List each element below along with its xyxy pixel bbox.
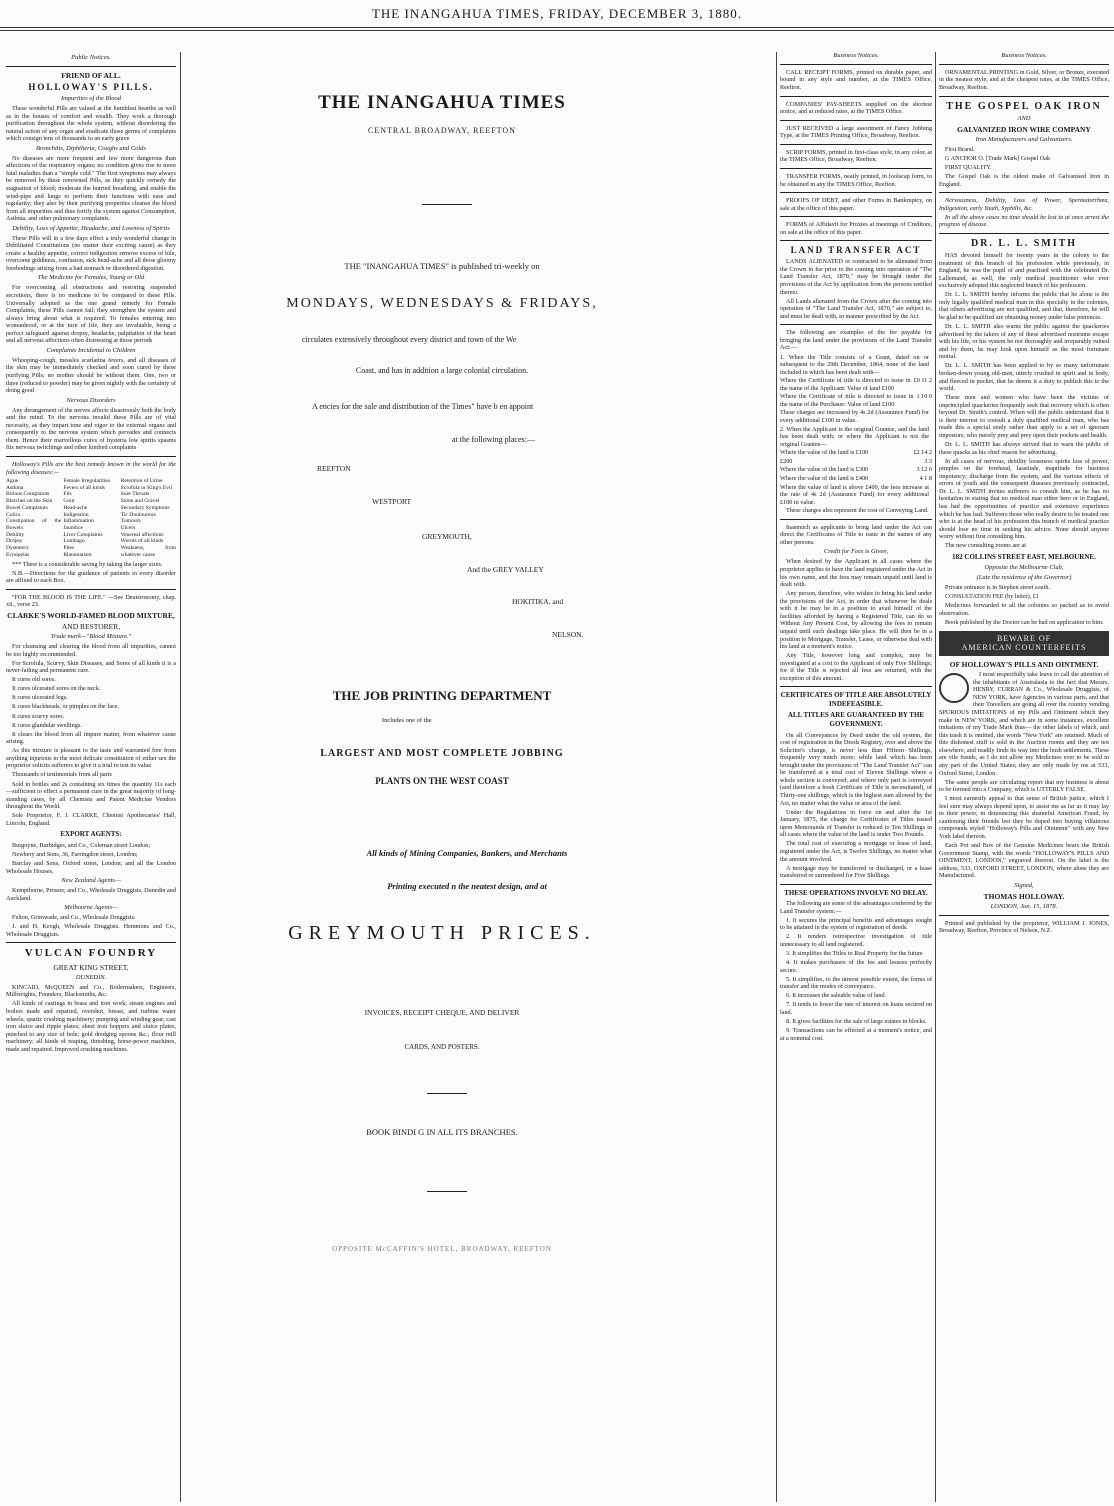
place-nelson: NELSON. xyxy=(552,630,584,639)
paper-address: CENTRAL BROADWAY, REEFTON xyxy=(368,126,516,135)
guarantee-heading: ALL TITLES ARE GUARANTEED BY THE GOVERNMENT. xyxy=(787,711,925,728)
paragraph: All kinds of castings in brass and iron work; steam engines and boilers made and repaired, overshot, breast, and turbine water wheels; quartz crushing machinery; pumping and winding gear; cast iron sluice and ripple plates; sheet iron hoppers and sluice plates, punched to any size of hole; gold dredging spoons &c.; flour mill machinery; all kinds of reaping, threshing, horse-power machines, made and repaired. Improved crushing machines. xyxy=(6,1000,176,1053)
land-transfer-title: LAND TRANSFER ACT xyxy=(790,245,922,256)
disease-item: Tic Douloureux xyxy=(120,511,157,518)
beware-banner xyxy=(939,631,1109,657)
opposite-line: OPPOSITE McCAFFIN'S HOTEL, BROADWAY, REEFTON xyxy=(332,1245,552,1253)
disease-item: Bowel Complaints xyxy=(6,504,48,511)
remedy-intro: Holloway's Pills are the best remedy known in the world for the following diseases:— xyxy=(6,460,176,476)
subhead: Impurities of the Blood xyxy=(60,95,122,103)
disease-item: Colics xyxy=(6,511,21,518)
cure-item: It cures ulcerated sores on the neck. xyxy=(12,685,101,693)
paragraph: HAS devoted himself for twenty years in the colony to the treatment of this branch of his profession while previously, in England, he was the pupil of and practised with the celebrated Dr. Lallemand, as well, the only medical practitioner who ever exclusively adopted this neglected branch of his profession. xyxy=(939,252,1109,290)
paragraph: Newbery and Sons, 36, Farringdon street, London; xyxy=(12,850,138,858)
places-line: at the following places:— xyxy=(452,435,535,444)
paragraph: No diseases are more frequent and few more dangerous than affections of the respiratory organs; no condition gives rise to more fatal maladies than a "simple cold." The first symptoms may always be removed by these renowned Pills, as they quickly remedy the stagnation of blood; moderate the hurried breathing, and enable the wind-pipe and lungs to perform their functions with ease and regularity; they also by their purifying properties cleanse the blood from all impurities and thus fortify the system against Consumption, Asthma, and other pulmonary complaints. xyxy=(6,154,176,223)
anchor-mark: G ANCHOR O. [Trade Mark] Gospel Oak xyxy=(945,154,1051,162)
paragraph: The Gospel Oak is the oldest make of Galvanised Iron in England. xyxy=(939,172,1109,188)
disease-item: Fits xyxy=(63,491,72,498)
fee-row xyxy=(780,466,932,474)
paragraph: When desired by the Applicant in all cases where the proprietor applies to have the land registered under the Act in his own name, and the fees may remain unpaid until land is dealt with. xyxy=(780,558,932,589)
paragraph: Burgoyne, Burbidges, and Co., Coleman street London; xyxy=(12,841,151,849)
paragraph: Dr. L. L. SMITH also warns the public against the quackeries advertised by the takers of any of these advertised nostrums escape with his life, or his system be not thoroughly and irreparably ruined and by them, he may look upon himself as the most fortunate mortal. xyxy=(939,323,1109,361)
paragraph: The new consulting rooms are at xyxy=(945,542,1026,550)
banner-line-1: BEWARE OF xyxy=(996,633,1052,643)
smith-address: 182 COLLINS STREET EAST, MELBOURNE. xyxy=(952,552,1096,561)
divider xyxy=(6,942,176,943)
holloway-warning-title: OF HOLLOWAY'S PILLS AND OINTMENT. xyxy=(949,660,1099,670)
fee-label: Where the Certificate of title is directed to issue in the name of the Purchaser: Value of land £100 xyxy=(780,393,914,408)
column-rule xyxy=(776,52,777,1502)
center-advertisement xyxy=(182,52,774,1502)
disease-item: Bilious Complaints xyxy=(6,491,50,498)
divider xyxy=(939,915,1109,916)
fee-row xyxy=(780,426,932,449)
galvanized-title: GALVANIZED IRON WIRE COMPANY xyxy=(957,124,1091,134)
masthead: THE INANGAHUA TIMES, FRIDAY, DECEMBER 3, 1880. xyxy=(371,6,743,21)
fee-row xyxy=(780,377,932,392)
disease-item: Erysipelas xyxy=(6,551,30,558)
paragraph: As this mixture is pleasant to the taste and warranted free from anything injurious to the most delicate constitution of either sex the proprietor solicits sufferers to give it a trial to test its value. xyxy=(6,747,176,770)
operations-heading: THESE OPERATIONS INVOLVE NO DELAY. xyxy=(784,888,928,897)
subhead: Credit for Fees is Given, xyxy=(823,548,889,556)
subhead: Nervous Disorders xyxy=(66,396,116,404)
disease-item: Secondary Symptoms xyxy=(120,504,170,511)
invoices-line: INVOICES, RECEIPT CHEQUE, AND DELIVER xyxy=(364,1008,520,1017)
coast-line: Coast, and has in addition a large colonial circulation. xyxy=(355,366,529,375)
disease-item: Asthma xyxy=(6,484,24,491)
masthead-rule-2 xyxy=(0,30,1114,31)
friend-heading: FRIEND OF ALL. xyxy=(61,70,121,80)
cure-item: It cures ulcerated legs. xyxy=(12,694,68,702)
advantage-item: 3. It simplifies the Titles to Real Property for the future xyxy=(786,950,923,958)
section-label: Business Notices. xyxy=(1001,52,1047,59)
binding-line: BOOK BINDI G IN ALL ITS BRANCHES. xyxy=(366,1127,518,1137)
paragraph: Any Title, however long and complex, may be investigated at a cost to the Applicant of only Five Shillings; for if the Title is rejected all fees are returned, with the exception of this amount. xyxy=(780,652,932,682)
paragraph: These charges also represent the cost of Conveying Land. xyxy=(786,507,929,515)
place-grey-valley: And the GREY VALLEY xyxy=(467,565,544,574)
paragraph: Barclay and Sons, Oxford street, London; and all the London Wholesale Houses. xyxy=(6,860,176,875)
cures-list xyxy=(6,676,176,746)
disease-item: Lumbago xyxy=(63,538,85,545)
disease-item: Venereal affections xyxy=(120,531,164,538)
advantage-item: 9. Transactions can be effected at a moment's notice, and at a nominal cost. xyxy=(780,1027,932,1042)
advantage-item: 5. It simplifies, to the utmost possible extent, the forms of transfer and the modes of conveyance. xyxy=(780,975,932,991)
cure-item: It cures blackheads, or pimples on the face. xyxy=(12,703,120,711)
agencies-line: A encies for the sale and distribution of the Times" have b en appoint xyxy=(312,402,534,411)
paragraph: Sold in bottles and 2s containing six times the quantity 11s each—sufficient to effect a permanent cure in the great majority of long-standing cases, by all Chemists and Patent Medicine Vendors throughout the World. xyxy=(6,780,176,811)
business-notices-column-2 xyxy=(939,50,1109,1502)
subhead: Complaints Incidental to Children xyxy=(46,346,136,354)
paragraph: For overcoming all obstructions and restoring suspended secretions, there is no medicine to be compared to these Pills. Universally adopted as the one grand remedy for Female Complaints, these Pills cannot fail; they strengthen the system and always bring about what is required. To females entering into womanhood, or at the turn of life, they are invaluable, being a perfect safeguard against dropsy, headache, palpitation of the heart and all nervous affections often distressing at those periods xyxy=(6,284,176,345)
paragraph: Inasmuch as applicants to bring land under the Act can direct the Certificates of Title to issue in the names of any other persons. xyxy=(780,523,932,546)
fee-label: £200 xyxy=(780,457,793,465)
paragraph: A mortgage may be transferred or discharged, or a lease transferred or surrendered for Five Shillings. xyxy=(780,864,932,880)
advantage-item: 1. It secures the principal benefits and advantages sought to be attained in the system of registration of deeds. xyxy=(780,916,932,932)
fee-table xyxy=(780,354,932,507)
disease-item: Sore Throats xyxy=(120,491,150,498)
place-westport: WESTPORT xyxy=(372,497,412,506)
business-notices-column xyxy=(780,50,932,1502)
clarke-subtitle: AND RESTORER, xyxy=(61,621,121,631)
disease-item: Inflammation xyxy=(63,518,94,525)
gospel-oak-title: THE GOSPEL OAK IRON xyxy=(946,100,1102,112)
cards-line: CARDS, AND POSTERS. xyxy=(404,1043,480,1051)
divider xyxy=(780,64,932,65)
fee-label: Where the value of the land is £100 xyxy=(780,449,869,457)
fee-amount: 3 12 6 xyxy=(916,466,932,474)
subhead: Debility, Loss of Appetite, Headache, and Lowness of Spirits xyxy=(12,224,170,232)
subhead: Bronchitis, Diphtheria, Coughs and Colds xyxy=(36,144,146,152)
paragraph: For Scrofula, Scurvy, Skin Diseases, and Sores of all kinds it is a never-failing and permanent cure. xyxy=(6,659,176,675)
paragraph: Any derangement of the nerves affects disastrously both the body and the mind. To the nervous invalid these Pills are of vital necessity, as they impart tone and vigor to the external organs and consequently to the nervous system which pervades and connects them. Hence their marvellous cures of hysteria low spirits spasms fits nervous twitchings and other kindred complaints xyxy=(6,406,176,452)
paragraph: I most earnestly appeal to that sense of British justice, which I feel sure may always depend upon, to assist me as far as it may lay in their power, in denouncing this shameful American Fraud, by cautioning their friends lest they be duped into buying villainous compounds styled "Holloway's Pills and Ointment" with any New York label thereon. xyxy=(939,795,1109,841)
divider xyxy=(6,66,176,67)
trademark: Trade mark—"Blood Mixture." xyxy=(50,633,132,641)
disease-item: Worms of all kinds xyxy=(120,538,164,545)
imprint: Printed and published by the proprietor, WILLIAM J. JONES, Broadway, Reefton, Province of Nelson, N.Z. xyxy=(939,919,1109,935)
notice: TRANSFER FORMS, neatly printed, in foolscap form, to be obtained in any the TIMES Office, Reefton. xyxy=(780,172,932,188)
divider xyxy=(780,884,932,885)
advantage-item: 6. It increases the saleable value of land. xyxy=(786,992,887,1000)
divider xyxy=(939,96,1109,97)
consultation-fee: CONSULTATION FEE (by letter), £1 xyxy=(945,593,1039,601)
vulcan-title: VULCAN FOUNDRY xyxy=(24,947,158,960)
subhead: Melbourne Agents— xyxy=(64,904,118,912)
notice: CALL RECEIPT FORMS, printed on durable paper, and bound in any style and number, at the TIMES Office, Reefton. xyxy=(780,68,932,92)
column-rule xyxy=(180,52,181,1502)
paragraph: Under the Regulations in force on and after the 1st January, 1875, the charge for Certificates of Titles issued upon Memoranda of Transfer is reduced to Ten Shillings in all cases where the value of the land is under Two Pounds. xyxy=(780,808,932,839)
publication-days: MONDAYS, WEDNESDAYS & FRIDAYS, xyxy=(286,296,598,311)
disease-item: Constipation of the Bowels xyxy=(6,518,62,531)
paragraph: These Pills will in a few days effect a truly wonderful change in Debilitated Constitutions (no matter their exciting cause) as they create a healthy appetite, correct indigestion remove excess of bile, overcome giddiness, confusion, sick head-ache and all those gloomy forebodings arising from a bad stomach or disordered digestion. xyxy=(6,234,176,272)
paragraph: The same people are circulating report that my business is about to be formed into a Company, which is UTTERLY FALSE. xyxy=(939,778,1109,794)
fee-row xyxy=(780,458,932,466)
notice: JUST RECEIVED a large assortment of Fancy Jobbing Type, at the TIMES Printing Office, Broadway, Reefton. xyxy=(780,124,932,140)
paragraph: All Lands alienated from the Crown after the coming into operation of "The Land Transfer Act, 1870," are subject to, and must be dealt with, in manner prescribed by the Act. xyxy=(780,297,932,320)
disease-item: Dysentery xyxy=(6,545,29,552)
signature-date: LONDON, Jan. 15, 1878. xyxy=(990,902,1058,910)
signature-name: THOMAS HOLLOWAY. xyxy=(983,891,1065,901)
nervousness-heading: Nervousness, Debility, Loss of Power, Spermatorrhœa, Indigestion, early Youth, Syphilis, &c. xyxy=(939,197,1109,212)
column-rule xyxy=(935,52,936,1502)
disease-item: Indigestion xyxy=(63,511,89,518)
disease-item: Rheumatism xyxy=(63,551,92,558)
gospel-and: AND xyxy=(1017,114,1031,122)
paragraph: Felton, Grimwade, and Co., Wholesale Druggists. xyxy=(12,914,136,922)
divider xyxy=(939,192,1109,193)
notice: SCRIP FORMS, printed in first-class style, in any color, at the TIMES Office, Broadway, Reefton. xyxy=(780,148,932,164)
advantage-item: 8. It gives facilities for the sale of large estates in blocks. xyxy=(786,1018,927,1026)
paragraph: Dr. L. L. SMITH has always strived that to warn the public of these quacks as his chief reason for advertising. xyxy=(939,441,1109,456)
divider xyxy=(780,96,932,97)
divider xyxy=(780,120,932,121)
paragraph: J. and H. Keogh, Wholesale Druggists. Hemmons and Co., Wholesale Druggists. xyxy=(6,923,176,938)
paragraph: Dr. L. L. SMITH hereby informs the public that he alone is the only legally qualified medical man in this specialty in the colonies, that others advertising are not qualified, and that, therefore, he will be glad to be qualified are obtaining money under false pretences. xyxy=(939,291,1109,322)
divider xyxy=(780,519,932,520)
paragraph: N.B.—Directions for the guidance of patients in every disorder are affixed to each Box. xyxy=(6,569,176,585)
vulcan-city: DUNEDIN. xyxy=(75,973,107,981)
ornament xyxy=(427,1093,467,1094)
fee-label: Where the value of the land is £400 xyxy=(780,474,869,482)
paragraph: In all cases of nervous, debility looseness spirits loss of power, pimples on the forehead, lassitude, inaptitude for business impotency; discharge from the system, and the various effects of errors of youth and the consequent diseases previously contracted, Dr. L. L. SMITH invites sufferers to consult him, as he has no hesitation in stating that no medical man either here or in England, has had the opportunities of practice and extensive experience which he has had. Sufferers those who really desire to be treated one who is at the head of his profession this branch of medical practice should lose no time in seeking his advice. None should anyone worry without first consulting him. xyxy=(939,457,1109,541)
paragraph: Medicines forwarded to all the colonies so packed as to avoid observation. xyxy=(939,602,1109,617)
paragraph: LANDS ALIENATED or contracted to be alienated from the Crown in fee prior to the coming into operation of "The Land Transfer Act, 1870," may be brought under the provisions of the Act by application from the persons entitled thereto. xyxy=(780,258,932,296)
divider xyxy=(6,589,176,590)
disease-item: Blotches on the Skin xyxy=(6,498,53,505)
first-brand: First Brand. xyxy=(945,145,975,153)
cure-item: It clears the blood from all impure matter, from whatever cause arising. xyxy=(6,730,176,746)
paragraph: The following are examples of the fee payable for bringing the land under the provisions of the Land Transfer Act:— xyxy=(780,329,932,352)
smith-title: DR. L. L. SMITH xyxy=(970,237,1078,249)
cure-item: It cures old sores. xyxy=(12,676,56,684)
divider xyxy=(939,233,1109,234)
disease-item: Ague xyxy=(6,478,19,485)
fee-amount: 1 10 0 xyxy=(916,393,932,401)
advantages-list xyxy=(780,917,932,1042)
disease-item: Fevers of all kinds xyxy=(63,484,105,491)
advantage-item: 4. It makes purchasers of the fee and lessees perfectly secure. xyxy=(780,959,932,974)
disease-item: Piles xyxy=(63,545,75,552)
cure-item: It cures scurvy sores. xyxy=(12,712,65,720)
published-line: THE "INANGAHUA TIMES" is published tri-weekly on xyxy=(344,261,540,271)
fee-amount: 3 3 xyxy=(924,457,932,465)
fee-row xyxy=(780,393,932,408)
paragraph: The following are some of the advantages conferred by the Land Transfer system:— xyxy=(780,900,932,915)
notice: ORNAMENTAL PRINTING in Gold, Silver, or Bronze, executed in the neatest style, and at the cheapest rates, at the TIMES Office, Broadway, Reefton. xyxy=(939,68,1109,92)
agents-heading: EXPORT AGENTS: xyxy=(60,830,122,839)
subhead: New Zealand Agents— xyxy=(61,877,121,885)
paragraph: For cleansing and clearing the blood from all impurities, cannot be too highly recommended. xyxy=(6,643,176,658)
paragraph: Sole Proprietor, F. J. CLARKE, Chemist Apothecaries' Hall, Lincoln, England. xyxy=(6,812,176,827)
disease-list xyxy=(6,478,176,558)
ornament xyxy=(427,1191,467,1192)
fee-label: Where the value of the land is £300 xyxy=(780,466,869,474)
printing-line: Printing executed n the neatest design, and at xyxy=(387,881,547,891)
paragraph: In all the above cases no time should be lost to at once arrest the progress of disease. xyxy=(939,213,1109,229)
section-label: Public Notices. xyxy=(71,54,111,61)
notice: FORMS of Affidavit for Proxies at meetings of Creditors, on sale at the office of this paper. xyxy=(780,221,932,236)
fee-label: Where the Certificate of title is directed to issue in the name of the Applicant: Value of land £100 xyxy=(780,377,911,392)
disease-item: Weakness, from whatever cause xyxy=(120,545,176,558)
paper-title: THE INANGAHUA TIMES xyxy=(318,92,566,113)
largest-line: LARGEST AND MOST COMPLETE JOBBING xyxy=(320,748,564,759)
circulation-line: circulates extensively throughout every district and town of the We xyxy=(302,335,517,344)
smith-opposite: Opposite the Melbourne Club, xyxy=(984,564,1064,572)
fee-amount: £2 14 2 xyxy=(913,449,932,457)
disease-item: Stone and Gravel xyxy=(120,498,160,505)
divider xyxy=(6,456,176,457)
notice: COMPANIES' PAY-SHEETS supplied on the shortest notice, and at reduced rates, at the TIMES Office. xyxy=(780,100,932,116)
paragraph: Each Pot and Box of the Genuine Medicines bears the British Government Stamp, with the words "HOLLOWAY'S PILLS AND OINTMENT, LONDON," engraved thereon. On the label is the address, 533, OXFORD STREET, LONDON, where alone they are Manufactured. xyxy=(939,842,1109,880)
disease-item: Jaundice xyxy=(63,524,83,531)
blood-quote: "FOR THE BLOOD IS THE LIFE." —See Deuteronomy, chap. xii., verse 23. xyxy=(6,593,176,609)
vulcan-street: GREAT KING STREET, xyxy=(53,962,129,972)
fee-label: These charges are increased by 4s 2d (Assurance Fund) for every additional £100 in value. xyxy=(780,409,929,425)
notice: PROOFS OF DEBT, and other Forms in Bankruptcy, on sale at the office of this paper. xyxy=(780,197,932,212)
first-quality: FIRST QUALITY. xyxy=(945,163,992,171)
fee-label: Where the value of land is above £400, the fees increase at the rate of 4s 2d (Assurance Fund) for every additional £100 in value. xyxy=(780,483,929,506)
fee-row xyxy=(780,475,932,483)
disease-item: Debility xyxy=(6,531,25,538)
ornament xyxy=(422,204,472,205)
smith-late: (Late the residence of the Governor) xyxy=(976,574,1072,582)
disease-item: Head-ache xyxy=(63,504,88,511)
disease-item: Scrofula or King's Evil xyxy=(120,484,173,491)
fee-amount: 4 1 8 xyxy=(919,474,932,482)
paragraph: Dr. L. L. SMITH has been applied to by so many unfortunate broken-down young old-men, utterly crushed in spirit and in body, and fleeced in pocket, that he deems it a duty to publish this to the world. xyxy=(939,362,1109,393)
holloway-title: HOLLOWAY'S PILLS. xyxy=(28,82,154,93)
fee-row xyxy=(780,409,932,424)
paragraph: *** There is a considerable saving by taking the larger sizes. xyxy=(12,560,163,568)
paragraph: Kempthorne, Prosser, and Co., Wholesale Druggists, Dunedin and Auckland. xyxy=(6,887,176,902)
place-hokitika: HOKITIKA, and xyxy=(512,597,564,606)
section-label: Business Notices. xyxy=(833,52,879,59)
signed: Signed, xyxy=(1014,881,1034,889)
disease-item: Dropsy xyxy=(6,538,23,545)
divider xyxy=(780,192,932,193)
fee-amount: £0 11 2 xyxy=(913,377,932,385)
paragraph: Private entrance is in Stephen street south. xyxy=(945,584,1050,592)
left-column xyxy=(6,52,176,1502)
fee-label: 1. When the Title consists of a Grant, dated on or subsequent to the 29th December, 1864, none of the land included in which has been dealt with— xyxy=(780,353,929,376)
fee-label: 2. When the Applicant is the original Grantee, and the land has been dealt with; or where the Applicant is not the original Grantee— xyxy=(780,425,929,448)
divider xyxy=(780,144,932,145)
disease-item: Liver Complaints xyxy=(63,531,103,538)
prices-line: GREYMOUTH PRICES. xyxy=(288,922,596,944)
paragraph: These men and women who have been the victims of unprincipled quackeries frequently seek that recovery which is often beyond Dr. Smith's control. When will the public understand that it is their interest to consult a duly qualified medical man, who has made this a special study rather than apply to a set of ignorant impostors, who merely prey and prey upon their pockets and health. xyxy=(939,394,1109,439)
advantage-item: 2. It renders retrospective investigation of title unnecessary to all land registered. xyxy=(780,933,932,949)
fee-row xyxy=(780,449,932,457)
fee-row xyxy=(780,484,932,507)
all-kinds-line: All kinds of Mining Companies, Bankers, and Merchants xyxy=(366,848,568,858)
paragraph: The total cost of executing a mortgage or lease of land, registered under the Act, is Twelve Shillings, no matter what the amount involved. xyxy=(780,840,932,863)
banner-line-2: AMERICAN COUNTERFEITS xyxy=(961,643,1087,653)
disease-item: Female Irregularities xyxy=(63,478,111,485)
paragraph: Any person, therefore, who wishes to bring his land under the provisions of the Act, in order that whenever he deals with it he may be in a position to avail himself of the facilities afforded by having a Registered Title, can do so Without Any Present Cost, by allowing the fees to remain unpaid until such dealings take place. He will then be in a position to Mortgage, Transfer, Lease, or otherwise deal with his land at a moment's notice. xyxy=(780,590,932,651)
plants-line: PLANTS ON THE WEST COAST xyxy=(375,776,509,786)
job-printing-heading: THE JOB PRINTING DEPARTMENT xyxy=(332,688,552,703)
divider xyxy=(780,240,932,241)
iron-manufacturers: Iron Manufacturers and Galvanizers. xyxy=(975,135,1073,143)
advantage-item: 7. It tends to lower the rate of interest on loans secured on land. xyxy=(780,1001,932,1017)
divider xyxy=(780,216,932,217)
disease-item: Gout xyxy=(63,498,75,505)
paragraph: On all Conveyances by Deed under the old system, the cost of registration in the Deeds Registry, over and above the Solicitor's charge, is never less than Fifteen Shillings, frequently very much more; while land which has been brought under the provisions of "The Land Transfer Act" can be transferred at a total cost of Eleven Shillings where a whole section is conveyed; and where only part is conveyed (and therefore a fresh Certificate of Title is necessitated), of Thirty-one shillings, which is the highest sum allowed by the Act, no matter what the value or area of the land. xyxy=(780,731,932,807)
disease-item: Ulcers xyxy=(120,524,136,531)
divider xyxy=(780,168,932,169)
cure-item: It cures glandular swellings. xyxy=(12,721,82,729)
paragraph: Whooping-cough, measles scarlatina fevers, and all diseases of the skin may be immediately checked and soon cured by these purifying Pills; no mother should be without them. One, two or three (reduced to powder) may be given nightly with the certainty of doing good xyxy=(6,356,176,395)
paragraph: These wonderful Pills are valued at the humblest hearths as well as in the houses of comfort and wealth. They work a thorough purification throughout the whole system, without disordering the natural action of any organ and eradicate those germs of complaints which consign tens of thousands to an early grave xyxy=(6,104,176,143)
divider xyxy=(939,64,1109,65)
divider xyxy=(780,686,932,687)
clarke-title: CLARKE'S WORLD-FAMED BLOOD MIXTURE, xyxy=(7,610,175,620)
subhead: The Medicine for Females, Young or Old xyxy=(37,274,145,282)
disease-item: Retention of Urine xyxy=(120,478,163,485)
certificates-heading: CERTIFICATES OF TITLE ARE ABSOLUTELY INDEFEASIBLE. xyxy=(780,691,932,708)
divider xyxy=(780,324,932,325)
paragraph: Thousands of testimonials from all parts xyxy=(12,771,112,779)
disease-item: Tumours xyxy=(120,518,141,525)
paragraph: I most respectfully take leave to call the attention of the inhabitants of Australasia to the fact that Messrs. HENRY, CURRAN & Co., Wholesale Druggists, of NEW YORK, have Agencies in various parts, and that their Travellers are going all over the country vending SPURIOUS IMITATIONS of my Pills and Ointment which they make in NEW YORK, and which are in some instances, excellent imitations of my Trade Mark thus— the other labels of which, and this trash it is omitted, the words "New York" are retained. Much of this dishonest stuff is sold in the Auction rooms and they are not elsewhere, and readily finds its way into the bush settlements. These are vile frauds, as I do not allow my Medicines ever to be sold in any part of the United States; they are only made by me at 533, Oxford Street, London. xyxy=(939,671,1109,777)
paragraph: Book published by the Doctor can be had on application to him. xyxy=(945,619,1104,627)
place-greymouth: GREYMOUTH, xyxy=(422,532,472,541)
includes-line: Includes one of the xyxy=(382,717,432,724)
fee-row xyxy=(780,354,932,377)
paragraph: KINCAID, McQUEEN and Co., Boilermakers, Engineers, Millwrights, Founders, Blacksmiths, &c. xyxy=(6,983,176,999)
masthead-rule xyxy=(0,27,1114,28)
place-reefton: REEFTON xyxy=(317,464,351,473)
